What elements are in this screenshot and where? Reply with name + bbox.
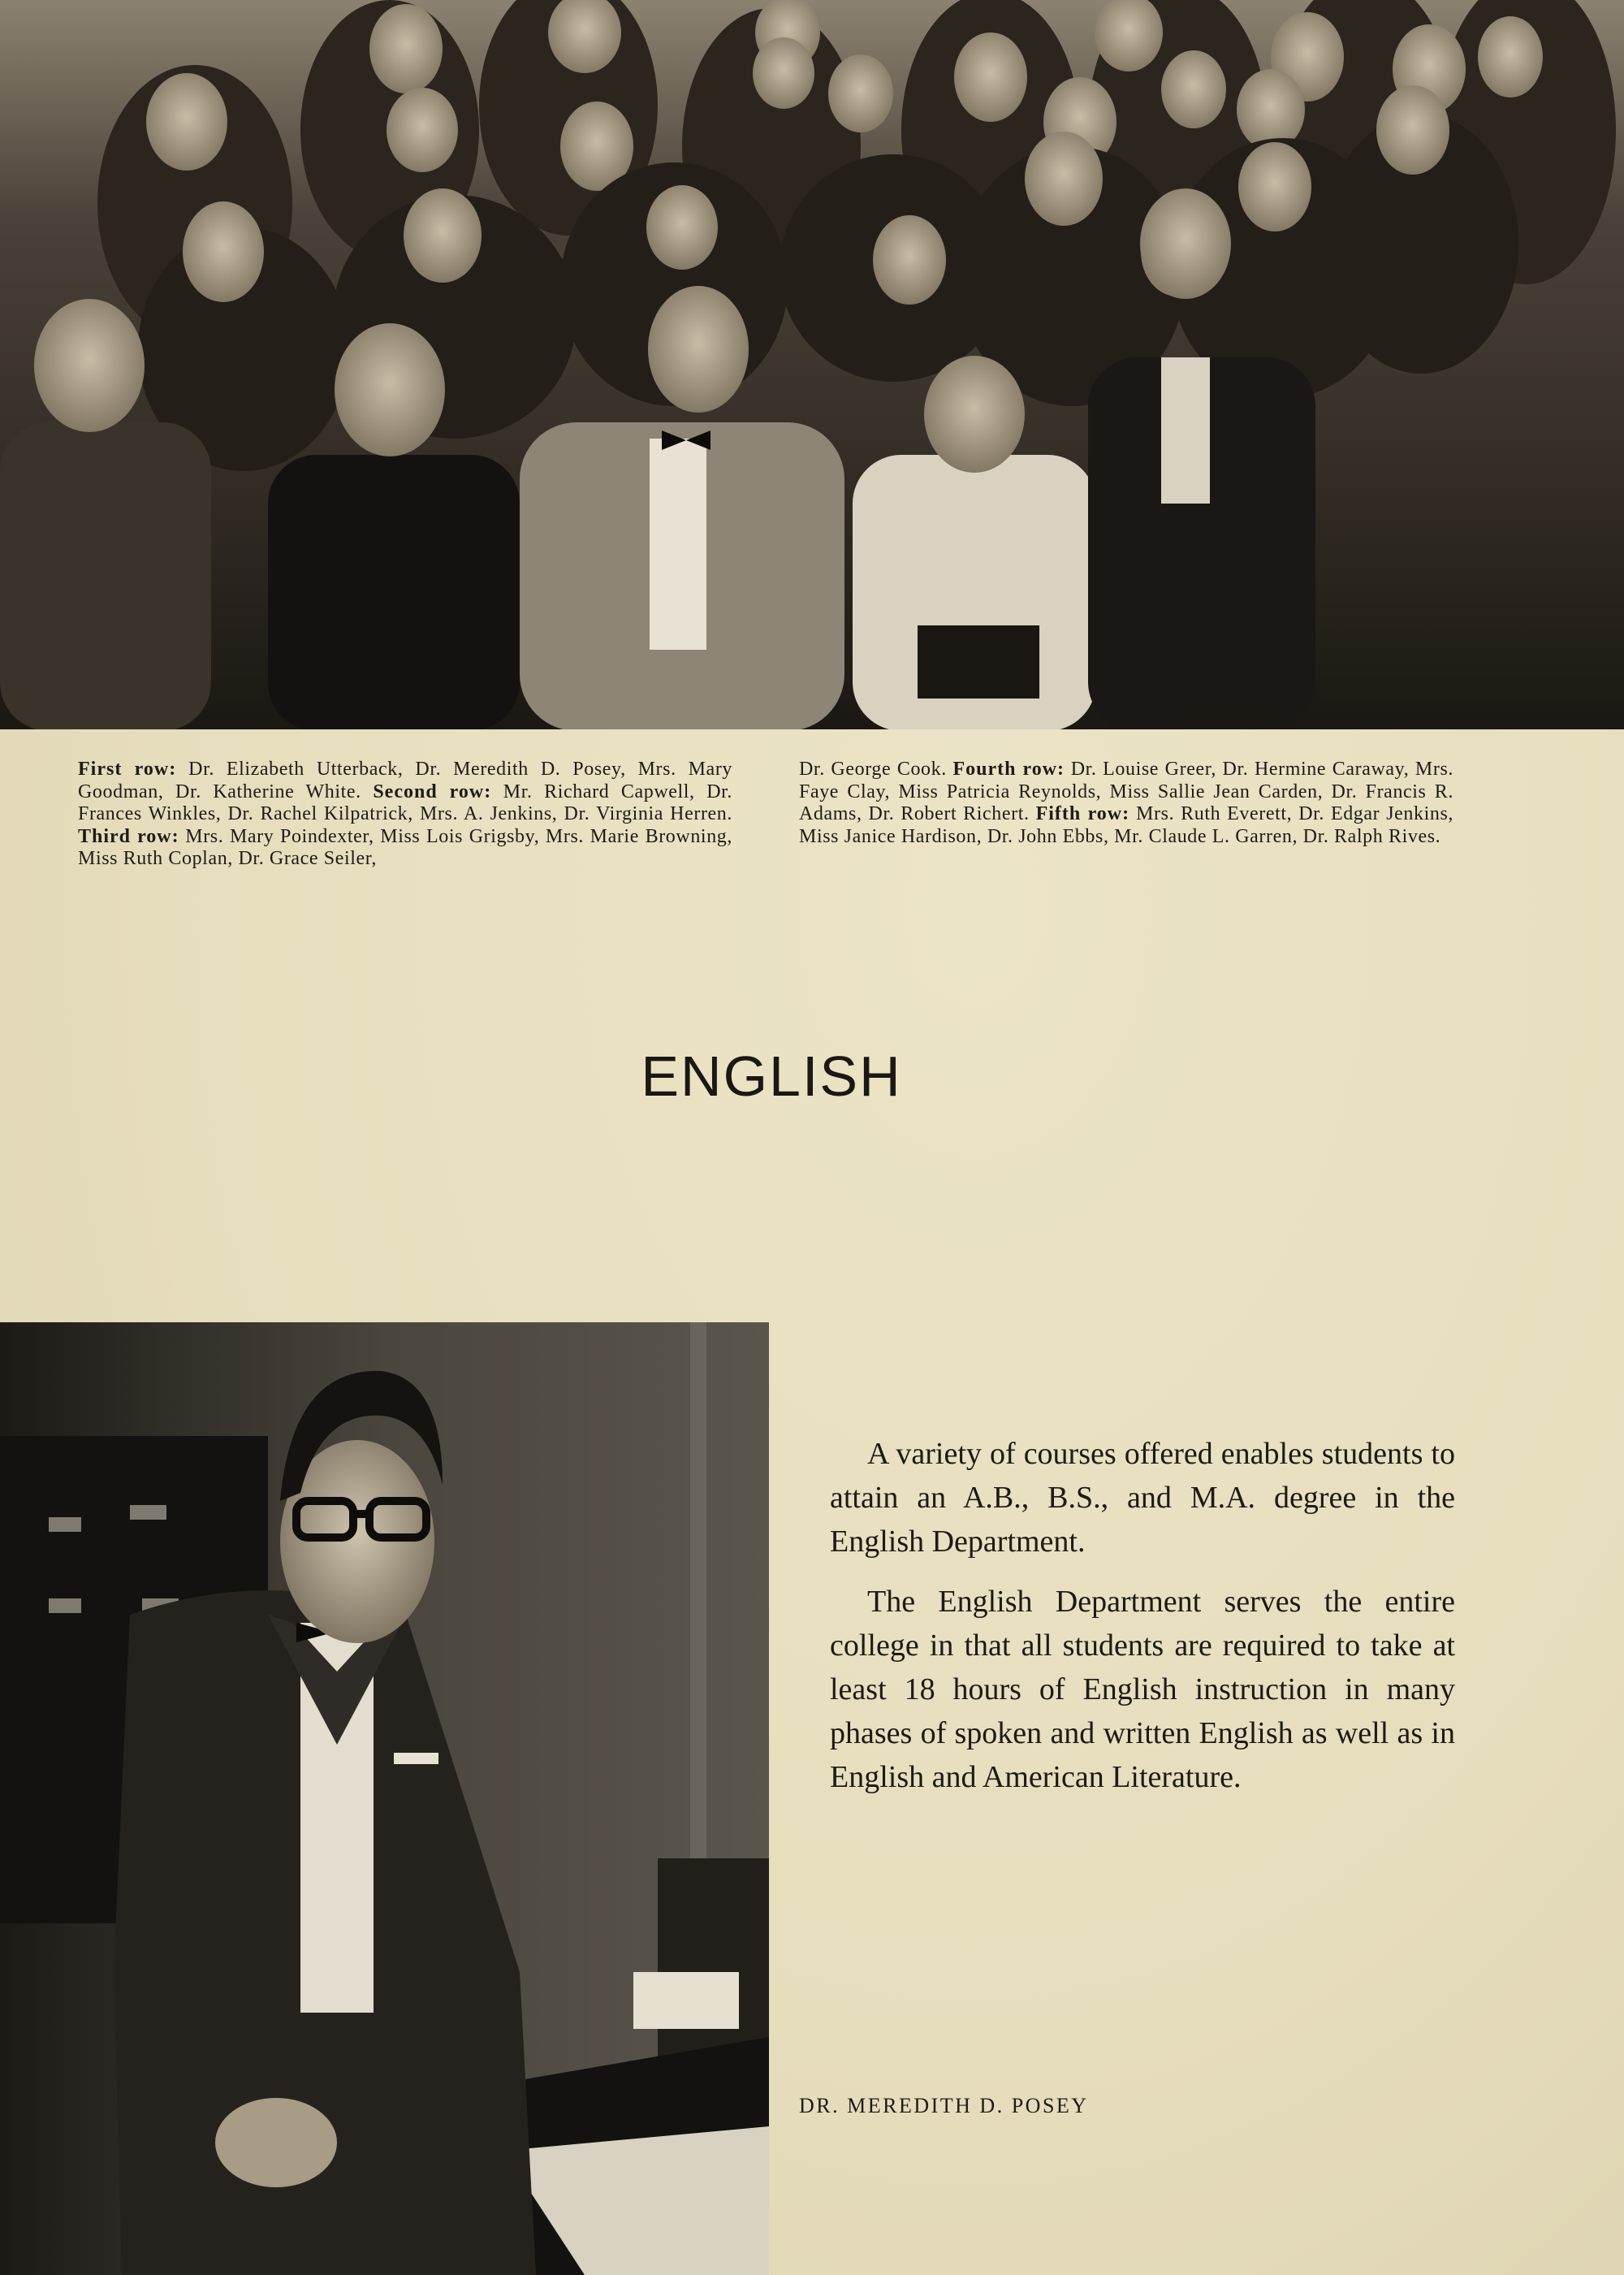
description-paragraph-2: The English Department serves the entire college in that all students are required to take at least 18 hours of English instruction in many phases of spoken and written English as well as in English and American Literature.	[830, 1585, 1455, 1794]
first-row-names: Dr. Elizabeth Utterback, Dr. Meredith D. Posey, Mrs. Mary Goodman, Dr. Katherine White.	[78, 759, 733, 802]
portrait-caption: DR. MEREDITH D. POSEY	[799, 2094, 1089, 2117]
description-paragraph-1: A variety of courses offered enables students to attain an A.B., B.S., and M.A. degree in the English Department.	[830, 1437, 1455, 1559]
fourth-row-label: Fourth row:	[952, 759, 1065, 780]
portrait-photo	[0, 1322, 769, 2275]
third-row-names-cont: Dr. George Cook.	[799, 759, 953, 780]
department-description	[830, 1432, 1455, 1815]
group-caption-right	[799, 759, 1453, 848]
third-row-names: Mrs. Mary Poindexter, Miss Lois Grigsby, Mrs. Marie Browning, Miss Ruth Coplan, Dr. Grace Seiler,	[78, 825, 732, 869]
fifth-row-label: Fifth row:	[1035, 803, 1130, 824]
first-row-label: First row:	[78, 759, 177, 780]
second-row-names: Mr. Richard Capwell, Dr. Frances Winkles, Dr. Rachel Kilpatrick, Mrs. A. Jenkins, Dr. Virginia Herren.	[78, 781, 732, 824]
third-row-label: Third row:	[78, 825, 179, 847]
second-row-label: Second row:	[373, 781, 492, 802]
faculty-group-photo	[0, 0, 1624, 729]
fifth-row-names: Mrs. Ruth Everett, Dr. Edgar Jenkins, Miss Janice Hardison, Dr. John Ebbs, Mr. Claude L. Garren, Dr. Ralph Rives.	[799, 803, 1454, 847]
department-title: ENGLISH	[641, 1045, 902, 1108]
fourth-row-names: Dr. Louise Greer, Dr. Hermine Caraway, Mrs. Faye Clay, Miss Patricia Reynolds, Miss Sallie Jean Carden, Dr. Francis R. Adams, Dr. Robert Richert.	[799, 759, 1453, 824]
group-caption-left	[78, 759, 732, 871]
